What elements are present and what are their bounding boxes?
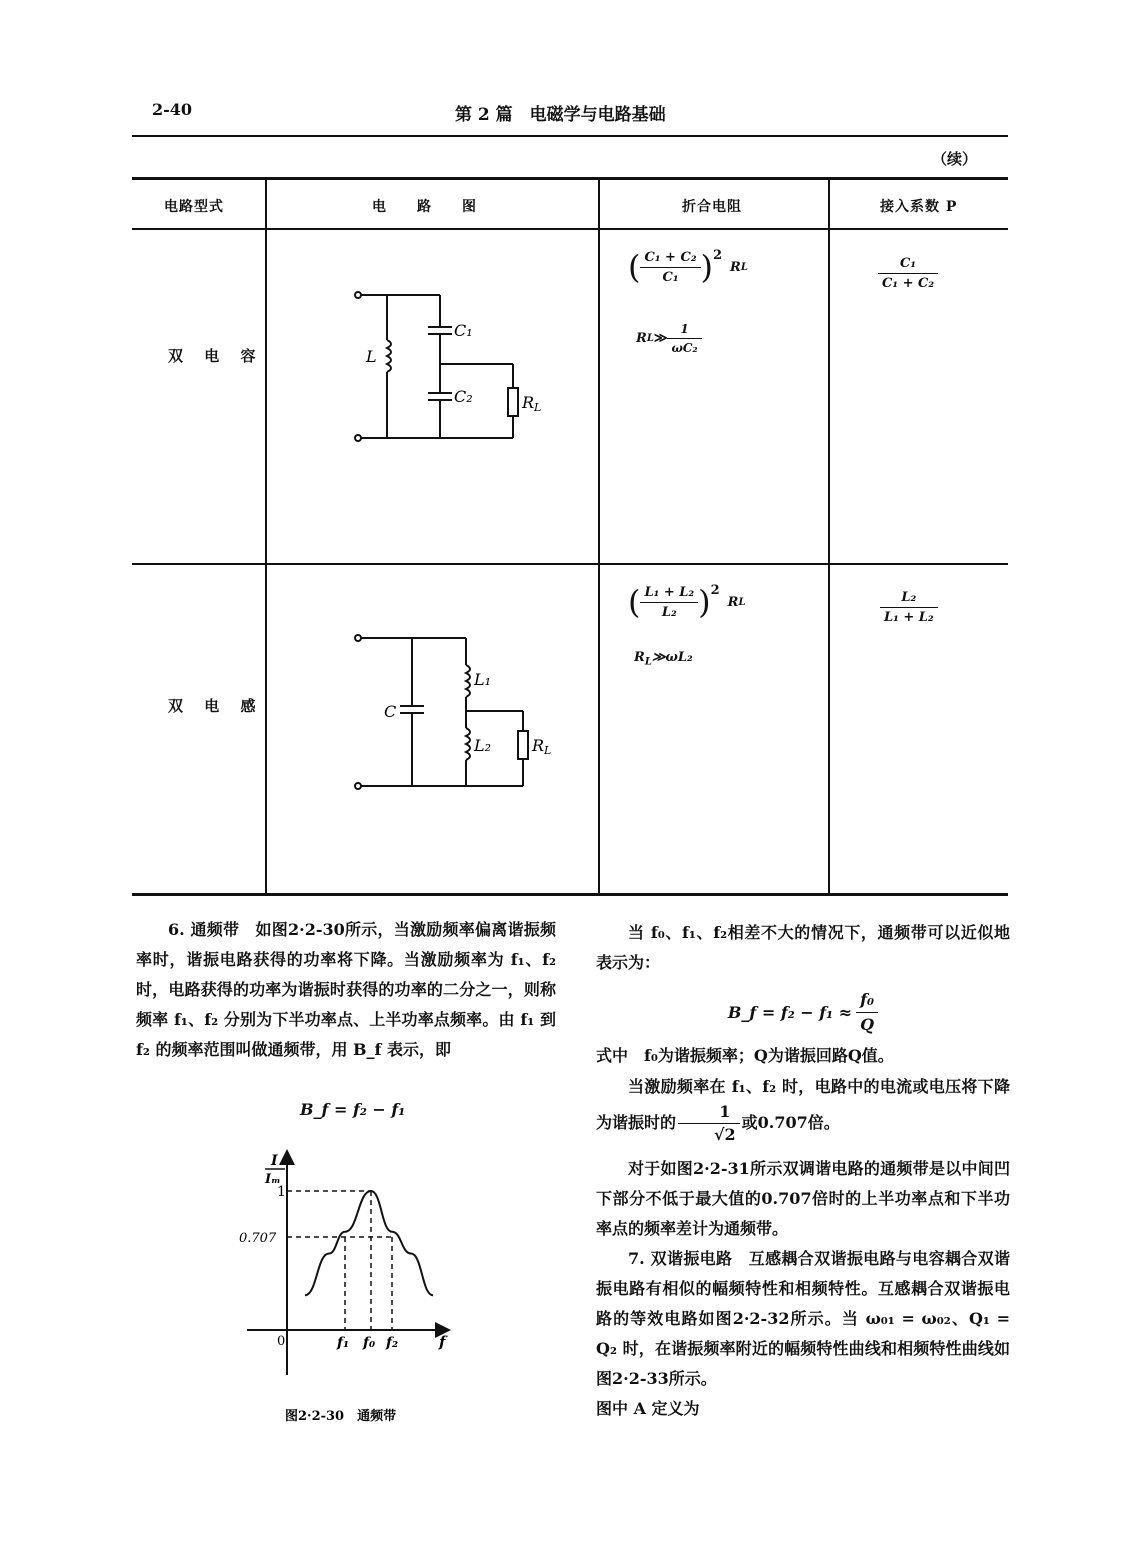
row1-condition [636,322,702,355]
y-label-den: Iₘ [265,1172,281,1187]
table-head-rule [132,228,1008,230]
right-formula-den: Q [860,1015,875,1034]
page-title: 第 2 篇 电磁学与电路基础 [455,105,666,125]
row1-resistance-formula: ( $\frac{\text{C₁ + C₂}}{\text{C₁}}$ ) 2 R L [628,248,748,286]
row1-resistance-den: C₁ [662,269,679,285]
right-formula-lhs: B_f = f₂ − f₁ ≈ [727,1002,853,1022]
col-header-circuit: 电 路 图 [372,199,477,215]
right-p3-tail: 或0.707倍。 [741,1113,840,1132]
table-col-divider-1 [265,178,267,895]
row1-condition-lhs: R [636,331,647,346]
row2-resistance-tail: R [727,594,739,610]
row-type-dual-capacitor: 双 电 容 [168,347,264,365]
row2-condition-lhs: R [634,650,645,665]
row2-resistance-formula: ( $\frac{\text{L₁ + L₂}}{\text{L₂}}$ ) 2 R L [628,583,746,621]
row2-resistance-den: L₂ [661,604,677,620]
table-top-rule [132,177,1008,180]
row2-coefficient [880,590,938,625]
right-p3-den: √2 [714,1125,736,1144]
label-RL2-sub: L [544,744,552,757]
label-L1: L₁ [474,670,492,689]
row2-condition [634,650,693,668]
label-L2: L₂ [474,736,492,755]
row1-coef-num: C₁ [878,256,938,274]
right-p4: 对于如图2·2-31所示双调谐电路的通频带是以中间凹下部分不低于最大值的0.707倍时的上半功率点和下半功率点的频率差计为通频带。 [596,1159,1010,1238]
left-paragraph [136,915,556,1065]
label-C1: C₁ [454,321,473,340]
label-RL2: R [532,736,545,755]
right-p3 [596,1071,1010,1144]
row1-condition-lhs-sub: L [646,333,654,344]
row2-condition-sub: L [644,656,652,668]
right-column [596,918,1010,1424]
table-col-divider-2 [598,178,600,895]
svg-text:RL [521,393,541,414]
passband-formula: B_f = f₂ − f₁ [300,1100,406,1119]
passband-paragraph: 6. 通频带 如图2·2-30所示，当激励频率偏离谐振频率时，谐振电路获得的功率将下降。当激励频率为 f₁、f₂ 时，电路获得的功率为谐振时获得的功率的二分之一，则称频率 f₁、f₂ 分别为下半功率点、上半功率点频率。由 f₁ 到 f₂ 的频率范围叫做通频带，用 B_f 表示，即 [136,920,556,1059]
right-p3-text: 当激励频率在 f₁、f₂ 时，电路中的电流或电压将下降为谐振时的 [596,1077,1010,1132]
tick-0707: 0.707 [239,1231,277,1246]
col-header-resistance: 折合电阻 [682,199,742,215]
resonance-curve [305,1191,433,1295]
col-header-type: 电路型式 [164,199,224,215]
x-tick-f0: f₀ [363,1335,376,1351]
table-bottom-rule [132,893,1008,896]
row1-condition-den: ωC₂ [671,341,698,355]
label-C: C [384,702,397,721]
row1-condition-num: 1 [667,322,701,339]
row1-resistance-tail: R [730,259,741,275]
x-label: f [439,1333,446,1351]
header-rule [132,135,1008,137]
origin-label: 0 [277,1334,286,1349]
right-p3-num: 1 [678,1103,740,1124]
figure-caption: 图2·2-30 通频带 [285,1409,397,1424]
table-row-rule [132,563,1008,565]
row2-resistance-num: L₁ + L₂ [640,585,698,603]
dual-inductor-circuit [340,625,570,805]
right-formula-num: f₀ [856,990,878,1013]
x-tick-f2: f₂ [386,1335,399,1351]
right-formula [596,990,1010,1035]
continued-note: （续） [932,150,978,168]
x-tick-f1: f₁ [337,1335,350,1351]
label-RL: R [522,393,535,412]
row1-coef-den: C₁ + C₂ [882,276,935,291]
right-p5: 7. 双谐振电路 互感耦合双谐振电路与电容耦合双谐振电路有相似的幅频特性和相频特性。互感耦合双谐振电路的等效电路如图2·2-32所示。当 ω₀₁ = ω₀₂、Q₁ = Q₂ 时，在谐振频率附近的幅频特性曲线和相频特性曲线如图2·2-33所示。 [596,1249,1010,1388]
page-number: 2-40 [152,100,193,119]
passband-figure [225,1145,465,1435]
label-C2: C₂ [454,387,473,406]
row2-condition-rest: ≫ωL₂ [651,650,693,665]
row2-coef-num: L₂ [880,590,938,608]
label-L: L [366,347,377,366]
table-col-divider-3 [828,178,830,895]
tick-1: 1 [277,1184,286,1200]
row1-condition-op: ≫ [653,331,668,346]
right-p1: 当 f₀、f₁、f₂相差不大的情况下，通频带可以近似地表示为： [596,923,1010,972]
row1-coefficient [878,256,938,291]
row2-coef-den: L₁ + L₂ [884,610,934,625]
row1-resistance-num: C₁ + C₂ [640,250,700,268]
right-p6: 图中 A 定义为 [596,1399,700,1418]
svg-text:RL [531,736,551,757]
row2-resistance-sub: L [738,596,746,608]
right-p2: 式中 f₀为谐振频率；Q为谐振回路Q值。 [596,1046,894,1065]
row1-resistance-sub: L [740,261,748,273]
label-RL-sub: L [534,401,542,414]
dual-capacitor-circuit [340,280,560,455]
y-label-num: I [271,1153,278,1169]
col-header-coefficient: 接入系数 P [880,199,958,215]
row-type-dual-inductor: 双 电 感 [168,697,264,715]
